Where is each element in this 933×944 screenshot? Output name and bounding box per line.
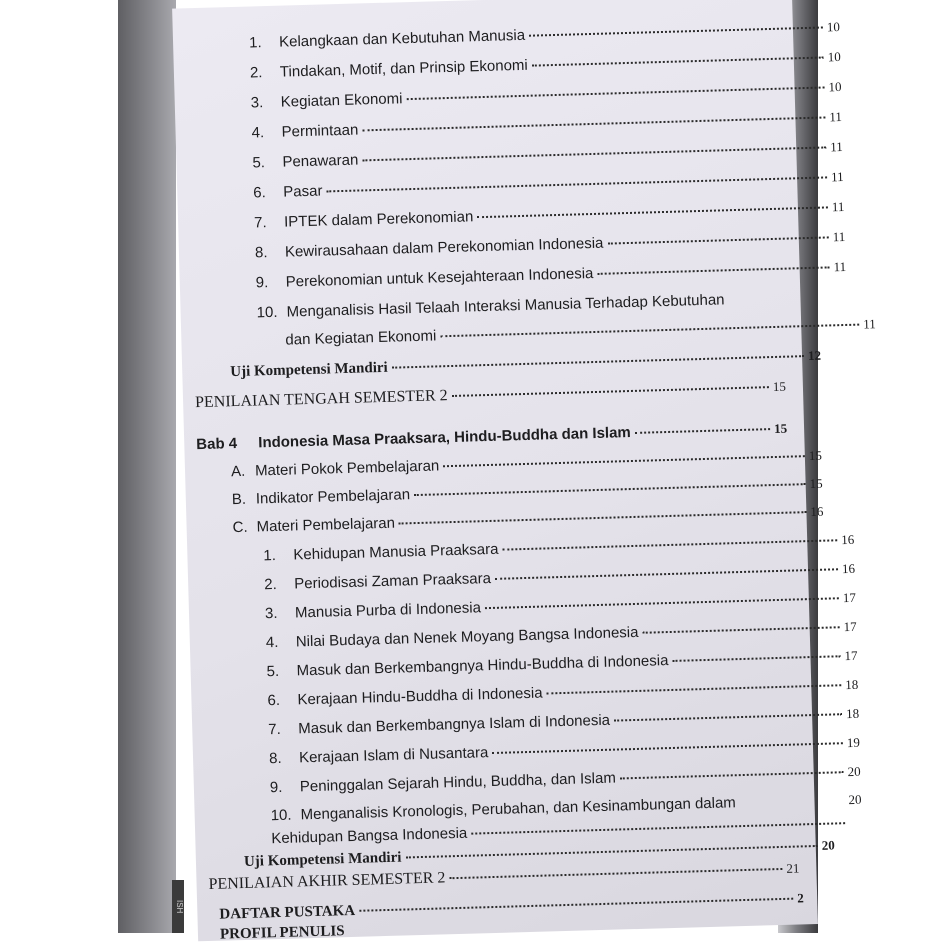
leader-dots	[477, 206, 828, 218]
section-letter: B.	[231, 490, 247, 509]
entry-page: 11	[832, 228, 846, 245]
leader-dots	[471, 822, 845, 834]
entry-title: Permintaan	[281, 121, 359, 141]
entry-page: 16	[810, 503, 824, 520]
entry-title: PROFIL PENULIS	[219, 923, 345, 943]
leader-dots	[597, 266, 829, 274]
leader-dots	[547, 684, 842, 694]
entry-title: Menganalisis Hasil Telaah Interaksi Manusia Terhadap Kebutuhan	[286, 291, 725, 321]
toc-section	[186, 502, 832, 538]
toc-entry	[178, 198, 854, 235]
toc-entry-uji-kompetensi	[182, 346, 830, 382]
leader-dots	[359, 898, 793, 912]
entry-page: 15	[808, 447, 823, 464]
entry-title: Masuk dan Berkembangnya Hindu-Buddha di Indonesia	[296, 652, 669, 680]
entry-number: 2.	[249, 64, 263, 82]
entry-number: 5.	[252, 154, 266, 172]
entry-number: 6.	[267, 691, 281, 710]
leader-dots	[635, 428, 770, 434]
entry-number: 9.	[255, 274, 269, 292]
entry-number: 10.	[270, 806, 292, 825]
entry-number: 9.	[269, 778, 283, 797]
toc-entry	[175, 78, 851, 115]
entry-title: Perekonomian untuk Kesejahteraan Indonesia	[285, 264, 594, 291]
entry-page: 15	[773, 420, 788, 437]
entry-number: 7.	[253, 214, 267, 232]
entry-title: Kerajaan Hindu-Buddha di Indonesia	[297, 684, 543, 709]
leader-dots	[495, 568, 838, 580]
entry-page: 11	[829, 108, 843, 125]
leader-dots	[492, 742, 843, 754]
toc-entry	[176, 138, 852, 175]
leader-dots	[607, 236, 828, 244]
entry-title: Pasar	[283, 182, 323, 201]
entry-number: 10.	[256, 303, 278, 322]
entry-page: 20	[848, 791, 862, 808]
leader-dots	[672, 655, 840, 662]
entry-page: 15	[772, 378, 787, 395]
toc-entry	[173, 18, 849, 55]
entry-page: 2	[796, 890, 804, 906]
leader-dots	[406, 86, 824, 100]
toc-entry	[175, 108, 851, 145]
entry-page: 17	[842, 589, 857, 606]
entry-page: 11	[831, 198, 845, 215]
entry-page: 16	[840, 531, 855, 548]
entry-title: Kehidupan Bangsa Indonesia	[271, 824, 468, 848]
leader-dots	[502, 539, 837, 550]
chapter-title: Indonesia Masa Praaksara, Hindu-Buddha dan Islam	[258, 424, 631, 452]
leader-dots	[392, 355, 804, 369]
leader-dots	[620, 771, 844, 779]
chapter-label: Bab 4	[196, 435, 238, 454]
entry-page: 20	[821, 837, 835, 853]
background-left	[0, 0, 118, 933]
entry-page: 11	[830, 138, 843, 155]
leader-dots	[614, 713, 842, 721]
entry-title: Menganalisis Kronologis, Perubahan, dan Kesinambungan dalam	[300, 794, 737, 824]
toc-entry	[179, 228, 855, 265]
entry-page: 10	[828, 78, 842, 95]
entry-page: 18	[845, 705, 860, 722]
entry-number: 2.	[264, 575, 277, 594]
leader-dots	[405, 845, 817, 859]
entry-page: 21	[786, 860, 800, 876]
entry-title: dan Kegiatan Ekonomi	[285, 327, 437, 349]
leader-dots	[529, 26, 823, 36]
entry-page: 10	[827, 49, 841, 65]
entry-title: Masuk dan Berkembangnya Islam di Indonesia	[298, 711, 611, 738]
leader-dots	[362, 116, 825, 131]
leader-dots	[642, 626, 839, 634]
entry-title: Kehidupan Manusia Praaksara	[293, 540, 499, 564]
entry-number: 4.	[251, 124, 265, 142]
entry-title: Uji Kompetensi Mandiri	[230, 359, 388, 381]
entry-number: 6.	[253, 184, 267, 202]
entry-number: 8.	[268, 749, 282, 768]
entry-page: 10	[826, 19, 841, 35]
entry-title: Nilai Budaya dan Nenek Moyang Bangsa Indonesia	[295, 623, 639, 651]
side-tab-label: ISH	[172, 880, 184, 933]
entry-title: Kegiatan Ekonomi	[280, 90, 403, 111]
entry-page: 11	[830, 168, 844, 185]
entry-title: Tindakan, Motif, dan Prinsip Ekonomi	[279, 56, 528, 81]
entry-page: 12	[807, 347, 822, 364]
entry-page	[849, 826, 871, 827]
toc-entry	[174, 48, 850, 85]
entry-page: 17	[843, 618, 857, 635]
entry-title: Periodisasi Zaman Praaksara	[293, 569, 492, 593]
entry-number: 3.	[264, 604, 278, 623]
entry-page: 19	[846, 734, 861, 751]
leader-dots	[362, 146, 826, 161]
entry-title: Materi Pembelajaran	[256, 514, 396, 536]
entry-page: 15	[809, 475, 823, 492]
leader-dots	[399, 511, 806, 524]
entry-number: 4.	[265, 633, 279, 652]
book-spine-shadow	[118, 0, 176, 933]
leader-dots	[414, 483, 806, 496]
table-of-contents-page	[172, 0, 876, 943]
entry-title: IPTEK dalam Perekonomian	[283, 208, 474, 231]
leader-dots	[452, 386, 769, 397]
entry-page: 16	[841, 560, 856, 577]
entry-title: Penawaran	[282, 151, 359, 171]
entry-page: 17	[844, 647, 858, 664]
leader-dots	[443, 455, 805, 467]
toc-entry-penilaian-tengah	[183, 377, 795, 412]
entry-title: PENILAIAN TENGAH SEMESTER 2	[194, 387, 448, 412]
entry-title: Kewirausahaan dalam Perekonomian Indonesia	[284, 234, 604, 261]
entry-number: 7.	[268, 720, 282, 739]
entry-number: 1.	[248, 34, 262, 52]
entry-title: Kelangkaan dan Kebutuhan Manusia	[278, 26, 526, 51]
entry-number: 1.	[263, 546, 277, 565]
leader-dots	[449, 868, 782, 879]
entry-number: 8.	[254, 244, 268, 262]
entry-title: PENILAIAN AKHIR SEMESTER 2	[208, 869, 446, 893]
entry-page: 11	[833, 258, 847, 275]
entry-title: DAFTAR PUSTAKA	[219, 902, 356, 923]
entry-page: 11	[862, 316, 876, 332]
leader-dots	[440, 324, 859, 338]
entry-page: 20	[847, 763, 861, 780]
toc-entry	[180, 258, 856, 295]
entry-title: Materi Pokok Pembelajaran	[254, 457, 440, 480]
toc-entry	[177, 168, 853, 205]
leader-dots	[532, 56, 824, 66]
entry-title: Uji Kompetensi Mandiri	[243, 849, 402, 870]
section-letter: C.	[232, 518, 248, 537]
entry-page: 18	[845, 676, 859, 693]
entry-title: Kerajaan Islam di Nusantara	[298, 744, 489, 767]
entry-number: 5.	[266, 662, 280, 681]
entry-number: 3.	[250, 94, 264, 112]
leader-dots	[326, 176, 827, 192]
entry-title: Peninggalan Sejarah Hindu, Buddha, dan Islam	[299, 769, 617, 796]
entry-title: Indikator Pembelajaran	[255, 486, 411, 508]
section-letter: A.	[230, 462, 246, 481]
leader-dots	[485, 597, 839, 609]
entry-title: Manusia Purba di Indonesia	[294, 599, 482, 622]
